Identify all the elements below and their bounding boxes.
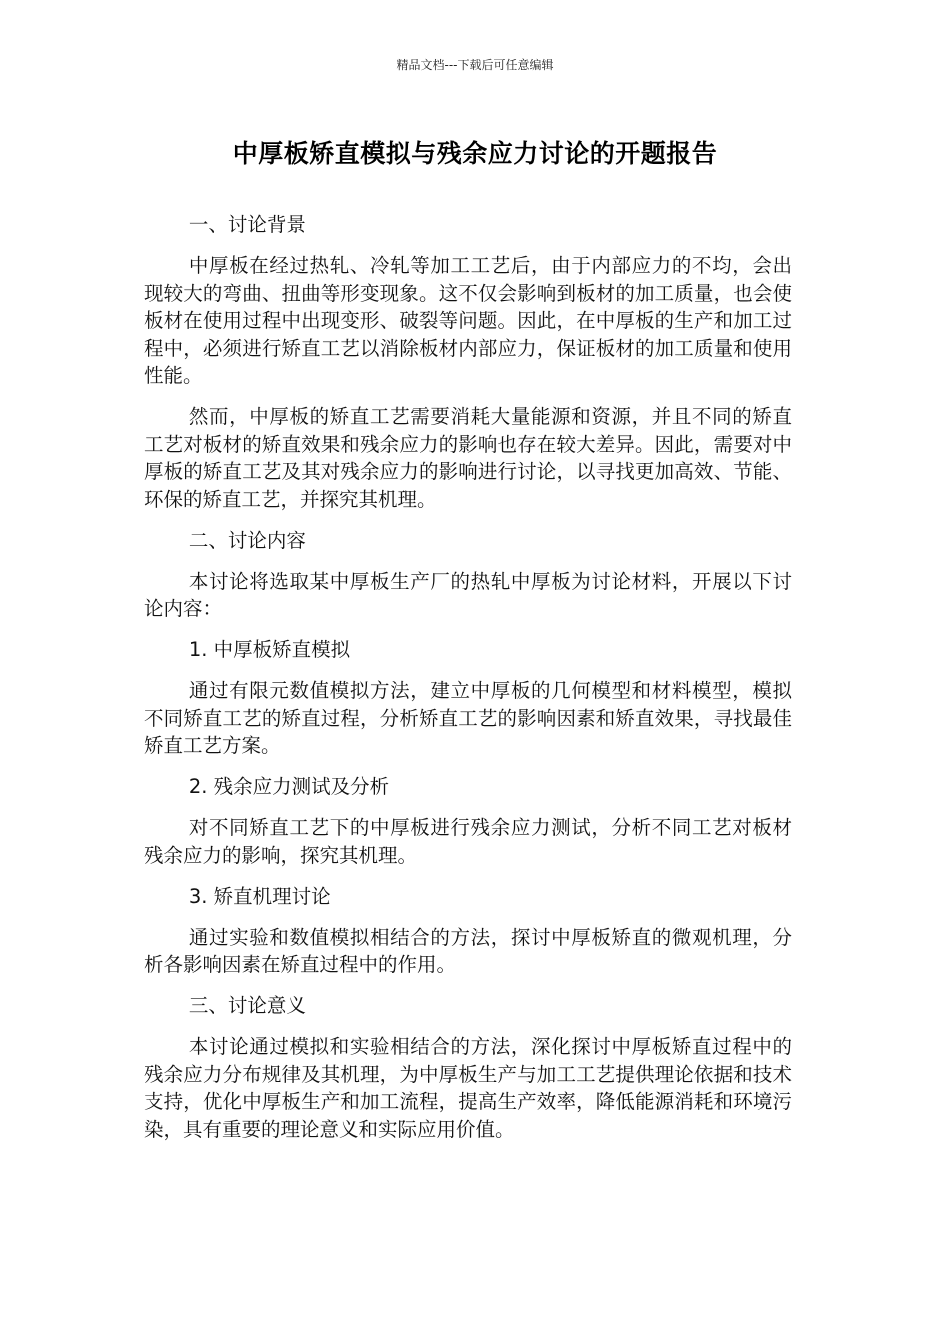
section-heading-background: 一、讨论背景 xyxy=(188,213,306,236)
paragraph-significance: 本讨论通过模拟和实验相结合的方法，深化探讨中厚板矫直过程中的残余应力分布规律及其机理，为中厚板生产与加工工艺提供理论依据和技术支持，优化中厚板生产和加工流程，提高生产效率，降低能源消耗和环境污染，具有重要的理论意义和实际应用价值。 xyxy=(144,1035,792,1141)
paragraph-item-3: 通过实验和数值模拟相结合的方法，探讨中厚板矫直的微观机理，分析各影响因素在矫直过程中的作用。 xyxy=(144,925,792,976)
paragraph-content-intro: 本讨论将选取某中厚板生产厂的热轧中厚板为讨论材料，开展以下讨论内容： xyxy=(144,569,792,620)
section-heading-content: 二、讨论内容 xyxy=(188,528,306,552)
subheading-item-3: 3. 矫直机理讨论 xyxy=(188,884,331,908)
document-body xyxy=(144,211,792,1157)
subheading-item-2: 2. 残余应力测试及分析 xyxy=(188,775,390,798)
paragraph-background-1: 中厚板在经过热轧、冷轧等加工工艺后，由于内部应力的不均，会出现较大的弯曲、扭曲等形变现象。这不仅会影响到板材的加工质量，也会使板材在使用过程中出现变形、破裂等问题。因此，在中厚板的生产和加工过程中，必须进行矫直工艺以消除板材内部应力，保证板材的加工质量和使用性能。 xyxy=(144,254,792,387)
document-title: 中厚板矫直模拟与残余应力讨论的开题报告 xyxy=(232,139,718,168)
subheading-item-1: 1. 中厚板矫直模拟 xyxy=(188,638,351,661)
paragraph-item-2: 对不同矫直工艺下的中厚板进行残余应力测试，分析不同工艺对板材残余应力的影响，探究其机理。 xyxy=(144,816,792,867)
section-heading-significance: 三、讨论意义 xyxy=(188,994,306,1017)
paragraph-item-1: 通过有限元数值模拟方法，建立中厚板的几何模型和材料模型，模拟不同矫直工艺的矫直过程，分析矫直工艺的影响因素和矫直效果，寻找最佳矫直工艺方案。 xyxy=(144,679,792,757)
paragraph-background-2: 然而，中厚板的矫直工艺需要消耗大量能源和资源，并且不同的矫直工艺对板材的矫直效果和残余应力的影响也存在较大差异。因此，需要对中厚板的矫直工艺及其对残余应力的影响进行讨论，以寻找更加高效、节能、环保的矫直工艺，并探究其机理。 xyxy=(144,405,792,511)
header-note: 精品文档---下载后可任意编辑 xyxy=(396,58,554,72)
